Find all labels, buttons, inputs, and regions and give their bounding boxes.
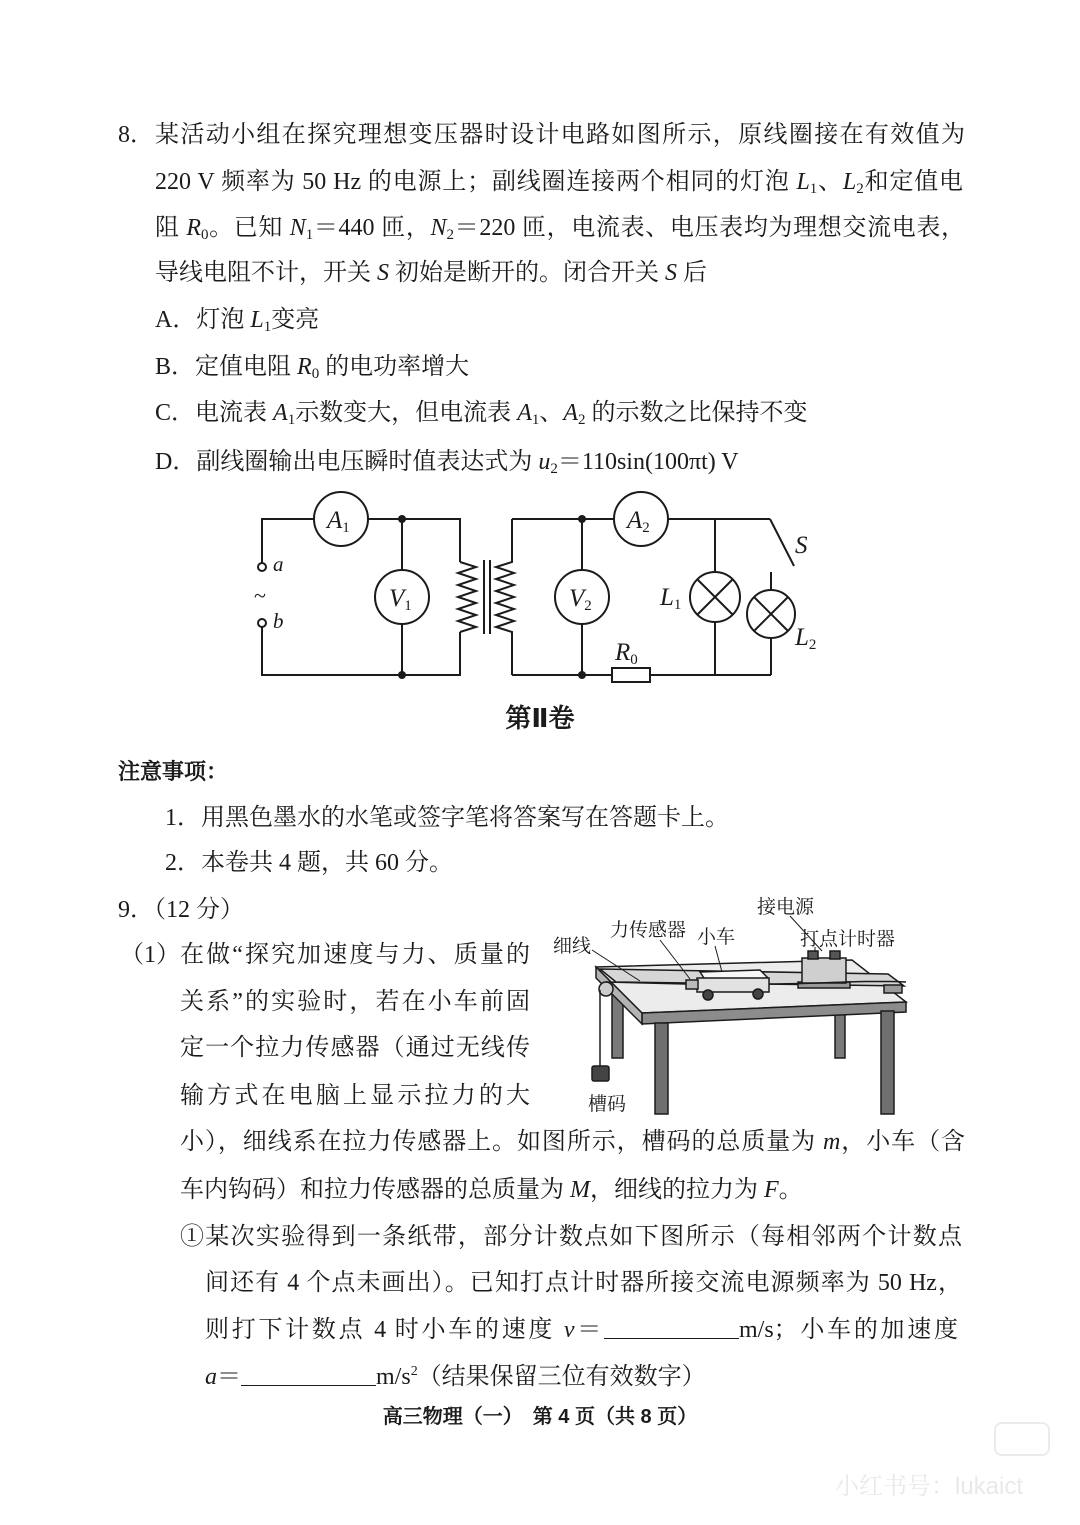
- symbol-R: R: [615, 639, 631, 666]
- label-cart: 小车: [697, 927, 736, 948]
- text-run: ＝110sin(100πt) V: [557, 449, 739, 475]
- text-run: ＝440 匝，: [313, 215, 431, 241]
- hanging-weights: [592, 1066, 609, 1081]
- switch-s-label: S: [795, 532, 808, 559]
- symbol-A: A: [627, 507, 643, 534]
- watermark-text: 小红书号：lukaict: [835, 1473, 1024, 1500]
- symbol-L: L: [660, 584, 674, 611]
- text-run: 的电功率增大: [319, 354, 470, 380]
- text-run: m/s: [376, 1364, 411, 1390]
- force-sensor: [686, 980, 698, 989]
- transformer-core: [484, 560, 490, 634]
- text-run: 阻: [155, 215, 187, 241]
- subscript: 2: [642, 520, 650, 536]
- text-run: 、: [539, 400, 564, 426]
- lamp-l1-label: [659, 584, 681, 613]
- symbol-a: a: [205, 1364, 217, 1390]
- page-footer: 高三物理（一） 第 4 页（共 8 页）: [382, 1406, 698, 1428]
- junction-dot: [578, 671, 586, 679]
- transformer-circuit-diagram: [250, 490, 850, 695]
- text-run: （结果保留三位有效数字）: [417, 1364, 706, 1390]
- text-run: m/s；小车的加速度: [738, 1317, 959, 1343]
- subscript: 1: [263, 319, 272, 335]
- note-1: 1．用黑色墨水的水笔或签字笔将答案写在答题卡上。: [165, 805, 729, 831]
- label-string: 细线: [553, 936, 592, 957]
- symbol-L: L: [796, 169, 810, 195]
- q9-line-3: [180, 1034, 530, 1062]
- subscript: 1: [531, 412, 540, 428]
- symbol-L: L: [795, 624, 809, 651]
- symbol-u: u: [538, 449, 551, 475]
- pulley: [599, 982, 613, 996]
- q9-line-10: [205, 1363, 706, 1391]
- symbol-V: V: [389, 585, 405, 612]
- text-run: ＝: [217, 1364, 241, 1390]
- table-leg-front-right: [881, 1011, 894, 1114]
- q8-option-b: [155, 353, 469, 381]
- symbol-L: L: [842, 169, 857, 195]
- cart-wheel: [703, 990, 713, 1000]
- resistor-r0-label: [614, 639, 638, 668]
- text-run: C．电流表: [155, 400, 274, 426]
- q8-stem-line-2: [155, 168, 963, 196]
- subscript: 1: [287, 412, 296, 428]
- symbol-m: m: [823, 1129, 841, 1155]
- text-run: B．定值电阻: [155, 354, 298, 380]
- q9-line-6: [180, 1176, 803, 1204]
- watermark-logo: [994, 1422, 1050, 1456]
- subscript: 1: [305, 227, 314, 243]
- symbol-M: M: [570, 1177, 590, 1203]
- symbol-A: A: [327, 507, 343, 534]
- subscript: 1: [809, 181, 818, 197]
- label-power-supply: 接电源: [757, 897, 815, 918]
- terminal-a-label: a: [273, 552, 284, 576]
- text-run: ＝220 匝，电流表、电压表均为理想交流电表，: [454, 215, 966, 241]
- cart-wheel: [753, 989, 763, 999]
- symbol-A: A: [273, 400, 288, 426]
- table-leg-front-left: [655, 1023, 668, 1114]
- subscript: 2: [856, 181, 864, 197]
- subscript: 1: [404, 598, 412, 614]
- label-force-sensor: 力传感器: [610, 920, 687, 941]
- resistor-r0: [612, 668, 650, 682]
- answer-blank-acceleration: [241, 1365, 376, 1386]
- symbol-N: N: [289, 215, 306, 241]
- subscript: 2: [808, 637, 817, 653]
- part-2-title: 第Ⅱ卷: [505, 703, 575, 733]
- subscript: 2: [578, 412, 586, 428]
- symbol-S: S: [377, 260, 389, 286]
- track-support-block: [884, 985, 902, 993]
- symbol-A: A: [563, 400, 579, 426]
- q9-line-5: [180, 1128, 965, 1156]
- q9-line-4: [180, 1082, 530, 1110]
- primary-wire-bottom: [262, 627, 460, 675]
- q9-line-8: [205, 1269, 962, 1297]
- symbol-L: L: [250, 307, 264, 333]
- subscript: 0: [200, 227, 209, 243]
- q9-line-7: [180, 1223, 962, 1251]
- text-run: ，小车（含: [840, 1129, 966, 1155]
- text-run: ①某次实验得到一条纸带，部分计数点如下图所示（每相邻两个计数点: [180, 1224, 962, 1250]
- q9-header: 9．（12 分）: [118, 897, 244, 923]
- q8-number: 8．: [118, 122, 154, 148]
- q8-stem-line-3: [155, 214, 965, 242]
- subscript: 1: [342, 520, 350, 536]
- symbol-R: R: [186, 215, 201, 241]
- junction-dot: [398, 671, 406, 679]
- q8-option-d: [155, 448, 739, 476]
- symbol-S: S: [665, 260, 677, 286]
- text-run: 某活动小组在探究理想变压器时设计电路如图所示，原线圈接在有效值为: [155, 122, 965, 148]
- symbol-V: V: [569, 585, 585, 612]
- timer-terminal: [808, 951, 818, 959]
- terminal-b: [258, 619, 266, 627]
- switch-s: [770, 519, 794, 590]
- subscript: 2: [446, 227, 455, 243]
- terminal-a: [258, 563, 266, 571]
- ticker-timer: [802, 958, 846, 983]
- ac-source-symbol: ~: [254, 583, 266, 608]
- text-run: 示数变大，但电流表: [295, 400, 518, 426]
- q8-option-c: [155, 399, 808, 427]
- q9-part-1-label: （1）: [120, 942, 180, 968]
- text-run: 在做“探究加速度与力、质量的: [180, 942, 530, 968]
- subscript: 0: [630, 652, 638, 668]
- symbol-A: A: [517, 400, 532, 426]
- text-run: 输方式在电脑上显示拉力的大: [180, 1083, 530, 1109]
- text-run: 后: [677, 260, 707, 286]
- note-2: 2．本卷共 4 题，共 60 分。: [165, 850, 453, 876]
- text-run: A．灯泡: [155, 307, 251, 333]
- text-run: 变亮: [271, 307, 320, 333]
- text-run: 。已知: [208, 215, 290, 241]
- timer-terminal: [830, 951, 840, 959]
- subscript: 0: [311, 366, 320, 382]
- q8-stem-line-4: [155, 259, 707, 287]
- text-run: D．副线圈输出电压瞬时值表达式为: [155, 449, 539, 475]
- subscript: 2: [584, 598, 592, 614]
- text-run: 则打下计数点 4 时小车的速度: [205, 1317, 564, 1343]
- superscript: 2: [410, 1364, 418, 1379]
- symbol-N: N: [430, 215, 447, 241]
- subscript: 2: [550, 461, 558, 477]
- text-run: 小），细线系在拉力传感器上。如图所示，槽码的总质量为: [180, 1129, 824, 1155]
- text-run: 初始是断开的。闭合开关: [389, 260, 665, 286]
- q8-option-a: [155, 306, 319, 334]
- subscript: 1: [673, 597, 682, 613]
- junction-dot: [398, 515, 406, 523]
- lamp-l2-label: [794, 624, 816, 653]
- text-run: 导线电阻不计，开关: [155, 260, 377, 286]
- text-run: 车内钩码）和拉力传感器的总质量为: [180, 1177, 570, 1203]
- text-run: 关系”的实验时，若在小车前固: [180, 989, 530, 1015]
- text-run: 和定值电: [863, 169, 964, 195]
- notes-heading: 注意事项：: [118, 759, 229, 784]
- answer-blank-velocity: [604, 1318, 739, 1339]
- q9-line-1: [180, 941, 530, 969]
- symbol-R: R: [297, 354, 312, 380]
- q8-stem-line-1: [155, 121, 965, 149]
- experiment-apparatus-figure: [548, 885, 913, 1120]
- junction-dot: [578, 515, 586, 523]
- text-run: ，细线的拉力为: [590, 1177, 764, 1203]
- q9-line-2: [180, 988, 530, 1016]
- q9-line-9: [205, 1316, 958, 1344]
- terminal-b-label: b: [273, 609, 284, 633]
- symbol-v: v: [563, 1317, 575, 1343]
- text-run: 220 V 频率为 50 Hz 的电源上；副线圈连接两个相同的灯泡: [155, 169, 797, 195]
- text-run: 间还有 4 个点未画出）。已知打点计时器所接交流电源频率为 50 Hz，: [205, 1270, 962, 1296]
- label-hanging-weights: 槽码: [588, 1094, 627, 1115]
- text-run: 的示数之比保持不变: [585, 400, 808, 426]
- primary-coil: [458, 562, 476, 632]
- symbol-F: F: [764, 1177, 779, 1203]
- text-run: 定一个拉力传感器（通过无线传: [180, 1035, 530, 1061]
- text-run: ＝: [574, 1317, 604, 1343]
- label-ticker-timer: 打点计时器: [800, 929, 896, 950]
- text-run: 、: [817, 169, 843, 195]
- secondary-coil: [496, 519, 514, 675]
- text-run: 。: [778, 1177, 803, 1203]
